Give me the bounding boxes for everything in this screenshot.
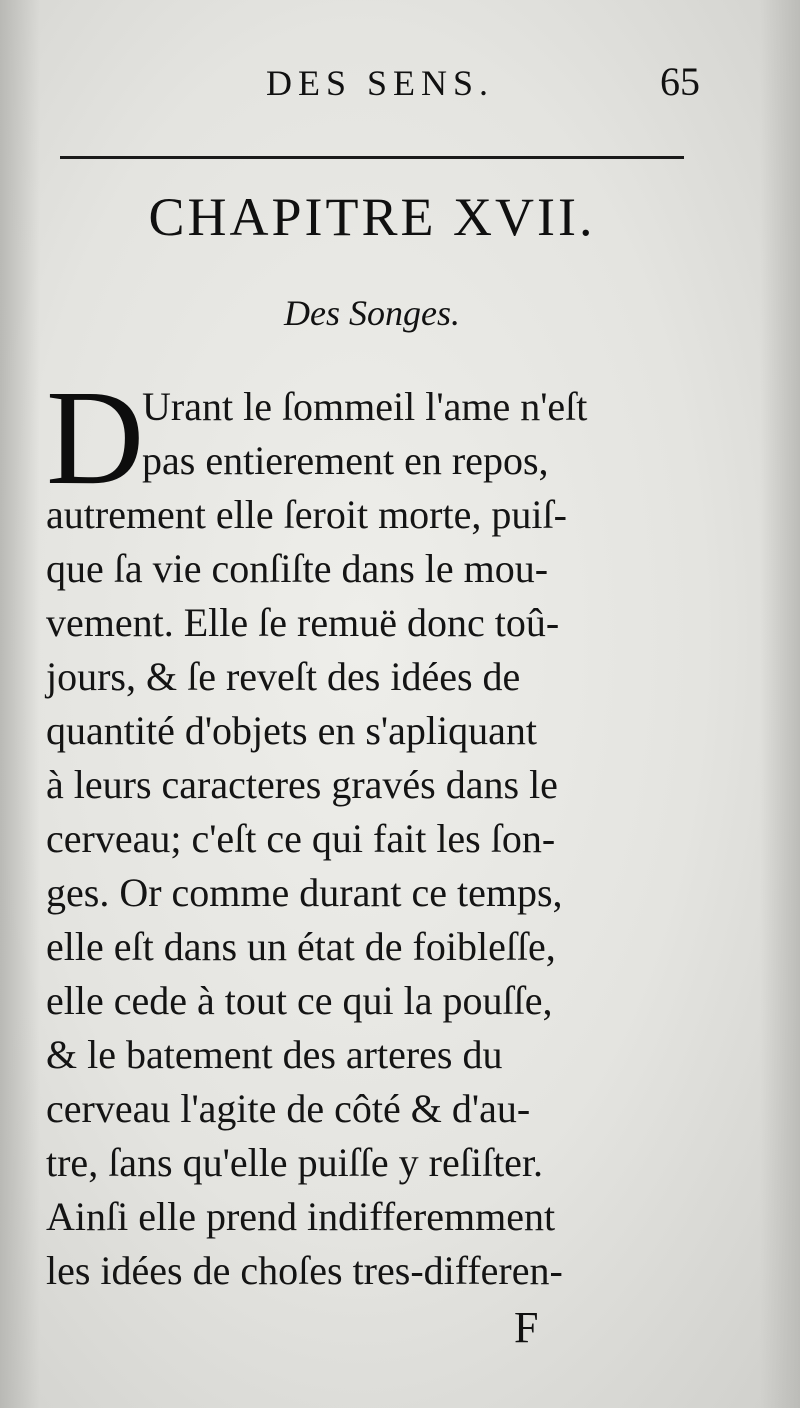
text-line-9: cerveau; c'eſt ce qui fait les ſon- — [46, 816, 556, 861]
text-line-6: jours, & ſe reveſt des idées de — [46, 654, 521, 699]
text-line-17: les idées de choſes tres-differen- — [46, 1248, 563, 1293]
catchword-signature: F — [514, 1303, 539, 1352]
text-line-10: ges. Or comme durant ce temps, — [46, 870, 563, 915]
text-line-5: vement. Elle ſe remuë donc toû- — [46, 600, 560, 645]
header-rule — [60, 156, 684, 159]
text-line-14: cerveau l'agite de côté & d'au- — [46, 1086, 531, 1131]
page-right-edge-shadow — [760, 0, 800, 1408]
running-head-title: DES SENS. — [265, 63, 495, 103]
text-line-7: quantité d'objets en s'apliquant — [46, 708, 537, 753]
text-line-8: à leurs caracteres gravés dans le — [46, 762, 558, 807]
chapter-title: CHAPITRE XVII. — [148, 187, 596, 247]
text-line-2: pas entierement en repos, — [142, 438, 549, 483]
text-line-15: tre, ſans qu'elle puiſſe y reſiſter. — [46, 1140, 544, 1185]
text-line-13: & le batement des arteres du — [46, 1032, 503, 1077]
text-line-12: elle cede à tout ce qui la pouſſe, — [46, 978, 553, 1023]
section-title: Des Songes. — [284, 293, 460, 333]
text-line-1: Urant le ſommeil l'ame n'eſt — [142, 384, 588, 429]
text-line-11: elle eſt dans un état de foibleſſe, — [46, 924, 556, 969]
text-line-16: Ainſi elle prend indifferemment — [46, 1194, 556, 1239]
text-line-4: que ſa vie conſiſte dans le mou- — [46, 546, 549, 591]
page-number: 65 — [660, 59, 700, 104]
page-left-edge-shadow — [0, 0, 40, 1408]
text-line-3: autrement elle ſeroit morte, puiſ- — [46, 492, 567, 537]
drop-cap-initial: D — [46, 363, 145, 513]
